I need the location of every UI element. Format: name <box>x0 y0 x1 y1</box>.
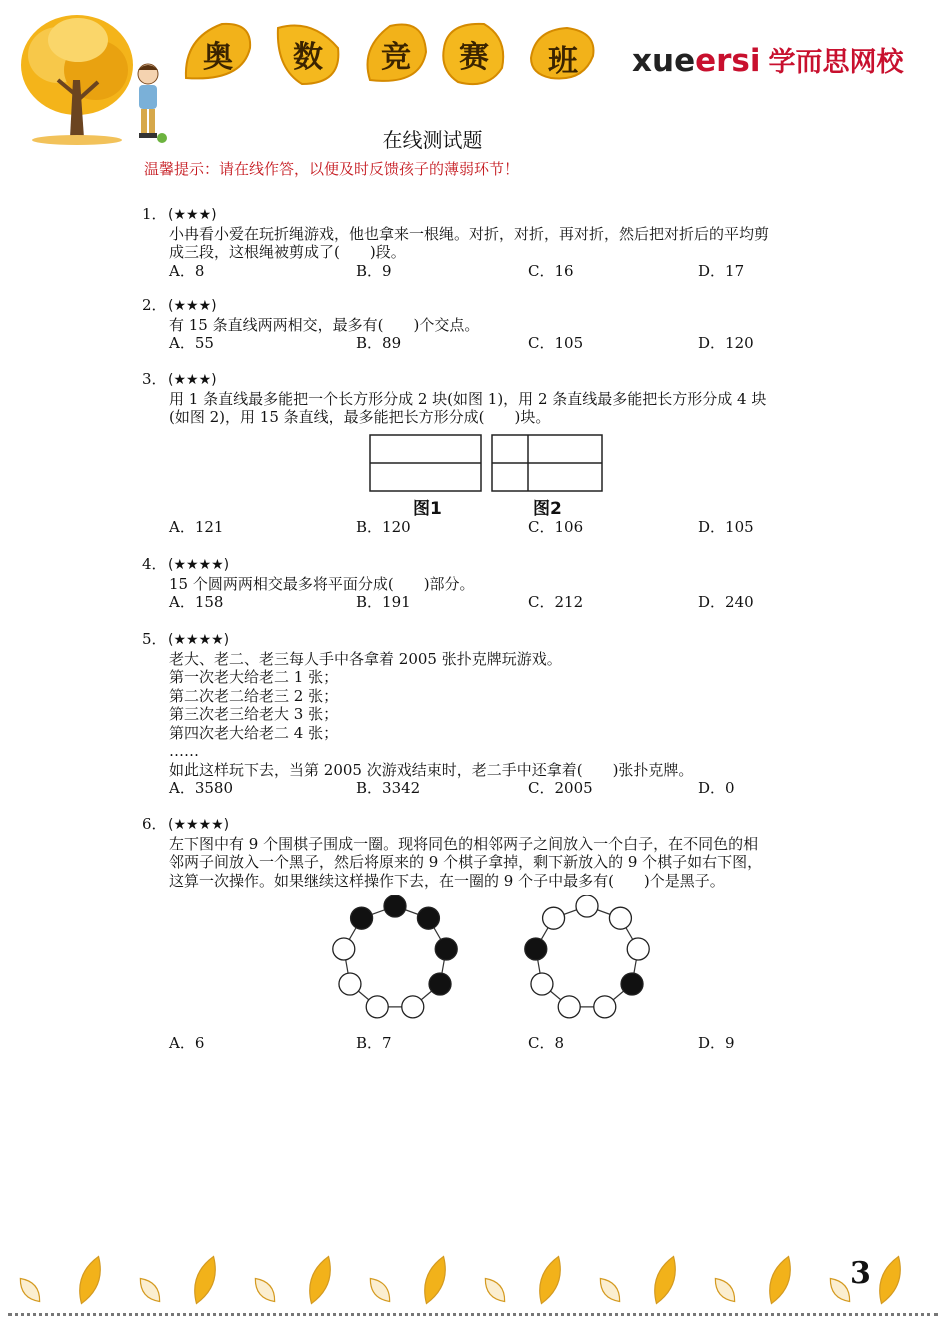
options <box>169 262 769 281</box>
footer-leaf <box>303 1254 336 1307</box>
black-stone <box>435 938 457 960</box>
black-stone <box>621 973 643 995</box>
footer-leaf-border <box>10 1250 940 1312</box>
option-d[interactable]: D．240 <box>698 593 754 611</box>
footer-leaf <box>418 1254 451 1307</box>
option-b[interactable]: B．191 <box>356 593 411 611</box>
white-stone <box>543 907 565 929</box>
footer-leaf <box>533 1254 566 1307</box>
option-d[interactable]: D．9 <box>698 1034 735 1052</box>
white-stone <box>558 996 580 1018</box>
option-b[interactable]: B．3342 <box>356 779 421 797</box>
footer-leaf <box>135 1274 164 1305</box>
white-stone <box>402 996 424 1018</box>
option-c[interactable]: C．212 <box>528 593 584 611</box>
question-3: 3．(★★★) 用 1 条直线最多能把一个长方形分成 2 块(如图 1)，用 2 条直线最多能把长方形分成 4 块 (如图 2)，用 15 条直线，最多能把长方形分成( )块。 <box>142 370 767 426</box>
dotted-divider <box>8 1313 938 1320</box>
question-6-options <box>142 1034 735 1053</box>
white-stone <box>366 996 388 1018</box>
footer-leaf <box>188 1254 221 1307</box>
go-stones-ring-right <box>522 895 652 1025</box>
white-stone <box>339 973 361 995</box>
title-leaf-1 <box>182 18 254 90</box>
title-leaf-3 <box>360 18 432 90</box>
option-d[interactable]: D．120 <box>698 334 754 352</box>
title-leaf-2 <box>272 18 344 90</box>
option-d[interactable]: D．105 <box>698 518 754 536</box>
title-char: 奥 <box>203 40 233 75</box>
footer-leaf <box>365 1274 394 1305</box>
option-b[interactable]: B．89 <box>356 334 402 352</box>
option-c[interactable]: C．16 <box>528 261 574 280</box>
rectangle-figures <box>368 433 608 518</box>
page-number: 3 <box>850 1256 871 1291</box>
question-1: 1．(★★★) 小冉看小爱在玩折绳游戏，他也拿来一根绳。对折，对折，再对折，然后把对折后的平均剪 成三段，这根绳被剪成了( )段。 A．8 B．9 C．16 D．17 <box>142 205 770 280</box>
figure-1-label: 图1 <box>413 499 442 519</box>
title-leaf-4 <box>438 18 510 90</box>
footer-leaf <box>480 1274 509 1305</box>
option-b[interactable]: B．9 <box>356 261 392 280</box>
option-b[interactable]: B．7 <box>356 1034 392 1052</box>
footer-leaf <box>250 1274 279 1305</box>
figure-2-label: 图2 <box>533 499 562 519</box>
option-d[interactable]: D．0 <box>698 779 735 797</box>
title-char: 赛 <box>459 40 489 75</box>
option-a[interactable]: A．121 <box>169 518 224 536</box>
question-2: 2．(★★★) 有 15 条直线两两相交，最多有( )个交点。 A．55 B．89 C．105 D．120 <box>142 296 754 352</box>
question-5: 5．(★★★★) 老大、老二、老三每人手中各拿着 2005 张扑克牌玩游戏。 第一次老大给老二 1 张； 第二次老二给老三 2 张； 第三次老三给老大 3 张； 第四次老大给老二 4 张； …… 如此这样玩下去，当第 2005 次游戏结束时，老二手中还拿着( )张扑克牌。 A．3580 B．3342 C．2005 D．0 <box>142 630 735 797</box>
white-stone <box>594 996 616 1018</box>
option-c[interactable]: C．106 <box>528 518 584 536</box>
option-c[interactable]: C．8 <box>528 1034 565 1052</box>
black-stone <box>525 938 547 960</box>
footer-leaf <box>648 1254 681 1307</box>
option-a[interactable]: A．3580 <box>169 779 234 797</box>
title-leaf-5 <box>527 22 599 94</box>
white-stone <box>576 895 598 917</box>
white-stone <box>609 907 631 929</box>
option-d[interactable]: D．17 <box>698 261 745 280</box>
option-a[interactable]: A．55 <box>169 334 214 352</box>
question-3-options <box>142 518 754 537</box>
footer-leaf <box>73 1254 106 1307</box>
page-title: 在线测试题 <box>382 128 483 152</box>
footer-leaf <box>873 1254 906 1307</box>
white-stone <box>627 938 649 960</box>
white-stone <box>531 973 553 995</box>
footer-leaf <box>595 1274 624 1305</box>
option-c[interactable]: C．105 <box>528 334 584 352</box>
option-c[interactable]: C．2005 <box>528 779 593 797</box>
option-a[interactable]: A．8 <box>169 261 205 280</box>
brand-logo: xueersi 学而思网校 <box>632 43 904 79</box>
option-b[interactable]: B．120 <box>356 518 411 536</box>
black-stone <box>351 907 373 929</box>
footer-leaf <box>710 1274 739 1305</box>
black-stone <box>429 973 451 995</box>
title-char: 数 <box>293 40 323 75</box>
question-6: 6．(★★★★) 左下图中有 9 个围棋子围成一圈。现将同色的相邻两子之间放入一个白子，在不同色的相 邻两子间放入一个黑子，然后将原来的 9 个棋子拿掉，剩下新放入的 9 个棋子如右下图， 这算一次操作。如果继续这样操作下去，在一圈的 9 个子中最多有( )个是黑子。 <box>142 815 763 890</box>
black-stone <box>417 907 439 929</box>
black-stone <box>384 895 406 917</box>
option-a[interactable]: A．6 <box>169 1034 205 1052</box>
white-stone <box>333 938 355 960</box>
tip-text: 温馨提示：请在线作答，以便及时反馈孩子的薄弱环节！ <box>144 160 520 178</box>
option-a[interactable]: A．158 <box>169 593 224 611</box>
title-char: 竞 <box>381 40 411 75</box>
go-stones-ring-left <box>330 895 460 1025</box>
footer-leaf <box>763 1254 796 1307</box>
question-4: 4．(★★★★) 15 个圆两两相交最多将平面分成( )部分。 A．158 B．191 C．212 D．240 <box>142 555 754 611</box>
footer-leaf <box>15 1274 44 1305</box>
title-char: 班 <box>548 44 578 79</box>
